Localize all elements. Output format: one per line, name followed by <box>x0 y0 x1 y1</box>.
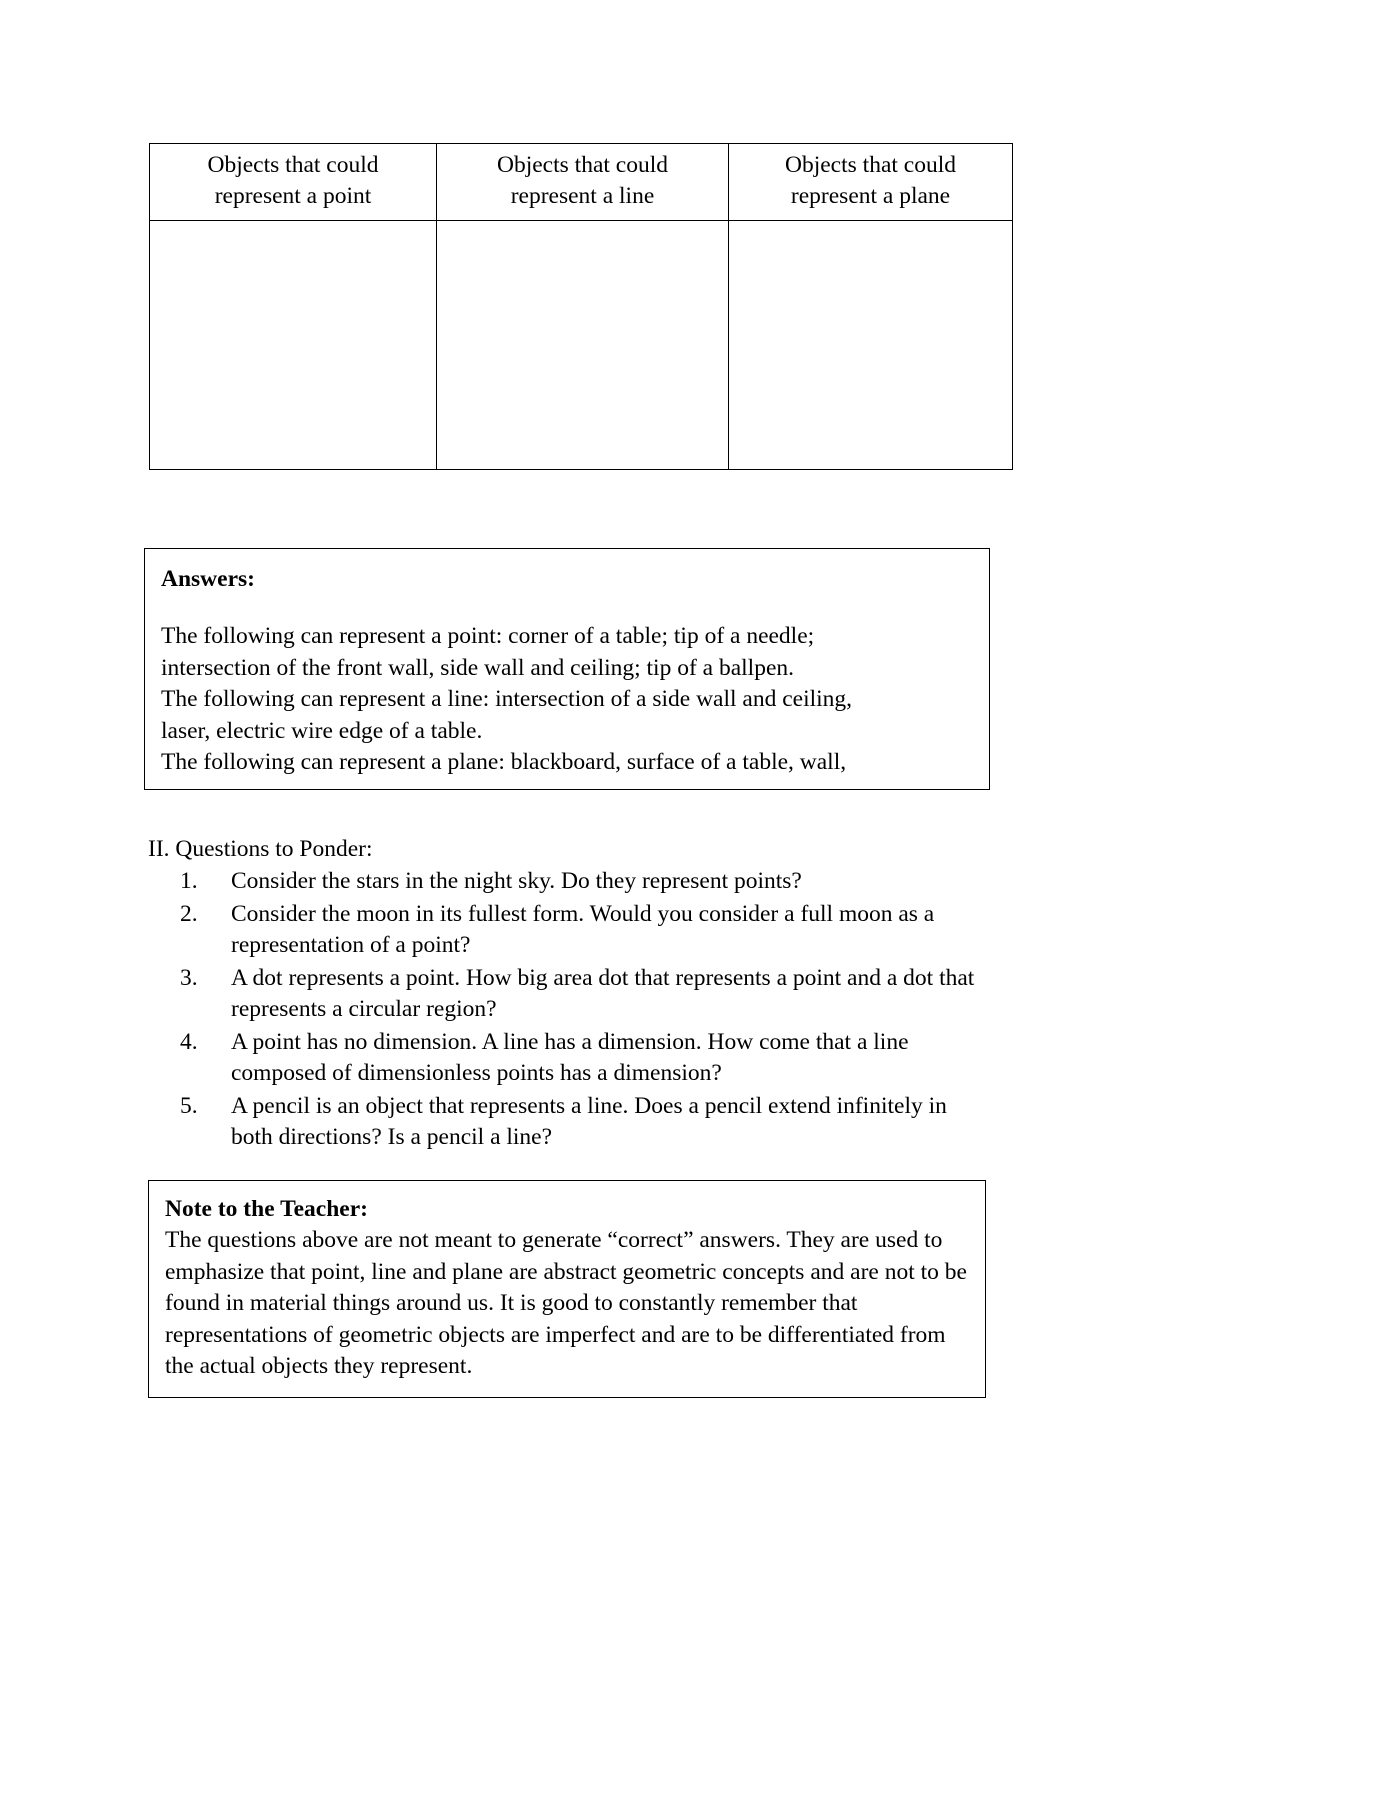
answers-line: laser, electric wire edge of a table. <box>161 717 483 744</box>
question-number: 3. <box>180 964 198 991</box>
table-header-line <box>437 144 729 221</box>
table-header-plane-line1: Objects that could <box>785 152 956 178</box>
question-text: Consider the stars in the night sky. Do they represent points? <box>231 868 802 894</box>
questions-list <box>148 866 988 1154</box>
question-item <box>148 1091 988 1154</box>
question-item <box>148 1027 988 1090</box>
answers-line: The following can represent a point: corner of a table; tip of a needle; <box>161 623 815 649</box>
answers-body <box>161 621 973 779</box>
note-to-teacher-body: The questions above are not meant to generate “correct” answers. They are used to emphasize that point, line and plane are abstract geometric concepts and are not to be found in material things around us. It is good to constantly remember that representations of geometric objects are imperfect and are to be differentiated from the actual objects they represent. <box>165 1227 967 1379</box>
question-item <box>148 963 988 1026</box>
table-header-line-line2: represent a line <box>510 183 655 209</box>
table-cell-point[interactable] <box>150 221 437 470</box>
note-to-teacher-title: Note to the Teacher: <box>165 1196 368 1222</box>
answers-line: The following can represent a line: intersection of a side wall and ceiling, <box>161 686 853 712</box>
table-cell-line[interactable] <box>437 221 729 470</box>
answers-line: intersection of the front wall, side wall and ceiling; tip of a ballpen. <box>161 654 795 681</box>
question-text: Consider the moon in its fullest form. Would you consider a full moon as a representation of a point? <box>231 900 935 958</box>
table-header-point <box>150 144 437 221</box>
questions-section-heading: II. Questions to Ponder: <box>148 836 373 862</box>
note-to-teacher-box <box>148 1180 986 1398</box>
question-item <box>148 866 988 898</box>
table-header-point-line1: Objects that could <box>207 152 379 178</box>
table-header-plane <box>729 144 1013 221</box>
answers-line: The following can represent a plane: blackboard, surface of a table, wall, <box>161 749 847 775</box>
answers-box <box>144 548 990 790</box>
questions-to-ponder-section <box>148 833 988 1154</box>
answers-title: Answers: <box>161 566 255 592</box>
table-header-plane-line2: represent a plane <box>790 183 951 209</box>
question-text: A point has no dimension. A line has a dimension. How come that a line composed of dimensionless points has a dimension? <box>231 1028 909 1086</box>
table-cell-plane[interactable] <box>729 221 1013 470</box>
question-text: A dot represents a point. How big area dot that represents a point and a dot that represents a circular region? <box>231 964 975 1022</box>
question-number: 2. <box>180 900 198 927</box>
question-item <box>148 899 988 962</box>
question-number: 4. <box>180 1028 198 1055</box>
question-text: A pencil is an object that represents a line. Does a pencil extend infinitely in both directions? Is a pencil a line? <box>231 1092 947 1150</box>
table-header-line-line1: Objects that could <box>497 152 668 178</box>
question-number: 1. <box>180 868 198 894</box>
objects-classification-table <box>149 143 1013 470</box>
table-header-point-line2: represent a point <box>214 183 372 209</box>
table-header-row <box>150 144 1013 221</box>
table-row <box>150 221 1013 470</box>
question-number: 5. <box>180 1092 198 1119</box>
